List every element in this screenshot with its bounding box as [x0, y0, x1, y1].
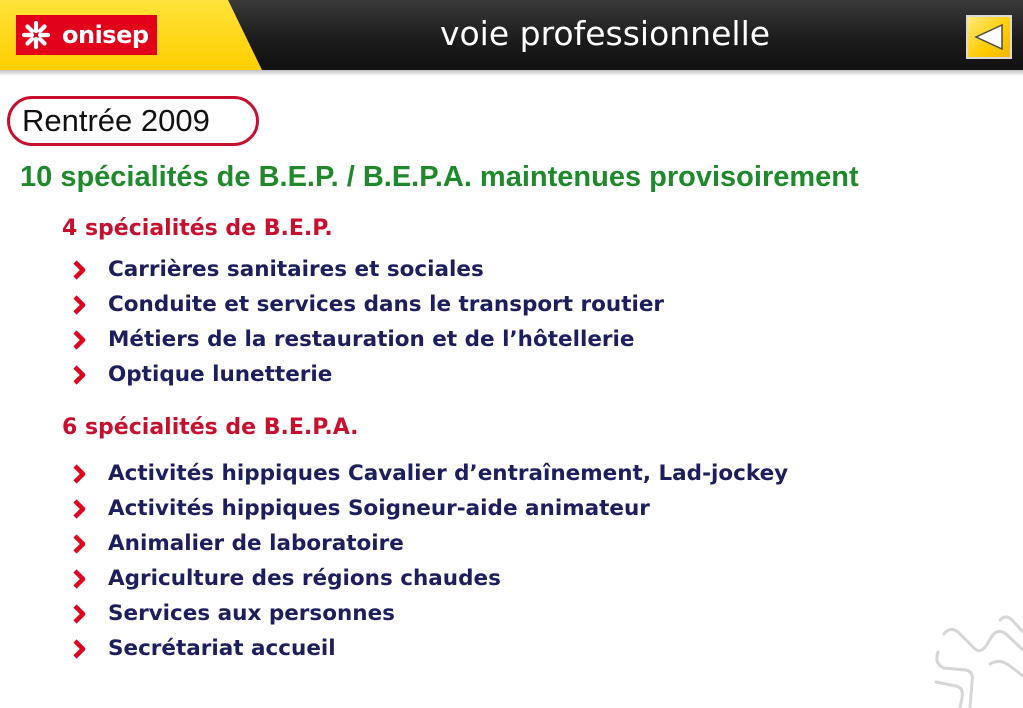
brand-name: onisep: [56, 15, 157, 55]
slide-subtitle: 10 spécialités de B.E.P. / B.E.P.A. maintenues provisoirement: [20, 161, 859, 193]
page-title: voie professionnelle: [439, 14, 771, 53]
list-item-text: Activités hippiques Cavalier d’entraînement, Lad-jockey: [108, 461, 789, 486]
list-item: [72, 287, 664, 322]
bep-list: [72, 252, 664, 392]
chevron-right-icon: [72, 638, 108, 660]
list-item: [72, 631, 788, 666]
list-item-text: Agriculture des régions chaudes: [108, 566, 501, 591]
list-item: [72, 491, 788, 526]
list-item-text: Optique lunetterie: [108, 362, 333, 387]
list-item-text: Conduite et services dans le transport routier: [108, 292, 665, 317]
chevron-right-icon: [72, 568, 108, 590]
chevron-right-icon: [72, 603, 108, 625]
onisep-star-icon: [16, 15, 56, 55]
list-item: [72, 322, 664, 357]
chevron-right-icon: [72, 329, 108, 351]
list-item-text: Animalier de laboratoire: [108, 531, 404, 556]
group-heading-bep: 4 spécialités de B.E.P.: [62, 216, 333, 241]
list-item: [72, 456, 788, 491]
chevron-right-icon: [72, 259, 108, 281]
chevron-right-icon: [72, 533, 108, 555]
header-shadow: [0, 70, 1023, 76]
bepa-list: [72, 456, 788, 666]
list-item: [72, 357, 664, 392]
chevron-right-icon: [72, 294, 108, 316]
list-item-text: Activités hippiques Soigneur-aide animateur: [108, 496, 650, 521]
list-item: [72, 252, 664, 287]
list-item-text: Secrétariat accueil: [108, 636, 336, 661]
section-badge: Rentrée 2009: [7, 96, 259, 146]
triangle-left-icon: [972, 22, 1006, 52]
list-item-text: Carrières sanitaires et sociales: [108, 257, 484, 282]
list-item-text: Services aux personnes: [108, 601, 395, 626]
back-button[interactable]: [966, 15, 1012, 59]
chevron-right-icon: [72, 498, 108, 520]
chevron-right-icon: [72, 364, 108, 386]
list-item: [72, 526, 788, 561]
onisep-outline-decoration-icon: [930, 612, 1023, 708]
group-heading-bepa: 6 spécialités de B.E.P.A.: [62, 415, 359, 440]
onisep-logo[interactable]: [16, 15, 158, 55]
list-item: [72, 596, 788, 631]
list-item-text: Métiers de la restauration et de l’hôtellerie: [108, 327, 635, 352]
list-item: [72, 561, 788, 596]
chevron-right-icon: [72, 463, 108, 485]
